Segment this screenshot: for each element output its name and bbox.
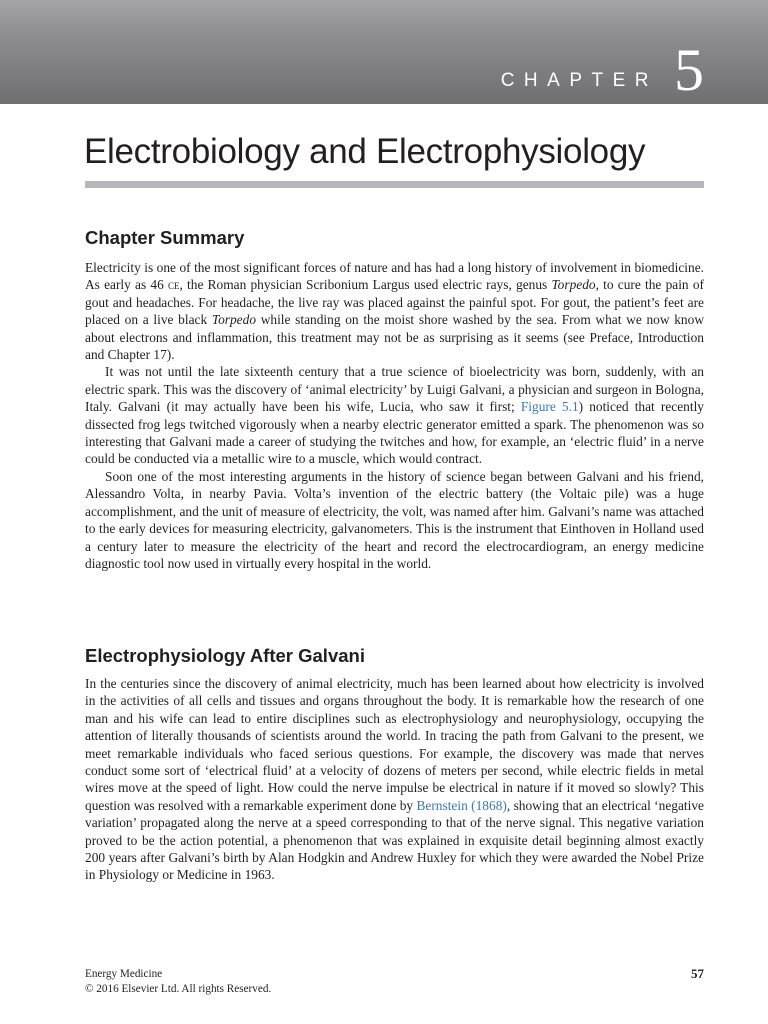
chapter-title: Electrobiology and Electrophysiology <box>84 132 646 171</box>
summary-body <box>85 259 704 572</box>
copyright-notice: © 2016 Elsevier Ltd. All rights Reserved. <box>85 983 272 995</box>
paragraph: It was not until the late sixteenth century that a true science of bioelectricity was born, suddenly, with an electric spark. This was the discovery of ‘animal electricity’ by Luigi Galvani, a physician and surgeon in Bologna, Italy. Galvani (it may actually have been his wife, Lucia, who saw it first; Figure 5.1) noticed that recently dissected frog legs twitched vigorously when a nearby electric generator emitted a spark. The phenomenon was so interesting that Galvani made a career of studying the twitches and how, for example, an ‘electric fluid’ in a nerve could be conducted via a metallic wire to a muscle, which would contract. <box>85 364 704 467</box>
section-heading-summary: Chapter Summary <box>85 227 245 248</box>
title-rule <box>85 181 704 188</box>
book-title: Energy Medicine <box>85 968 163 980</box>
chapter-label: CHAPTER <box>500 70 658 91</box>
paragraph: In the centuries since the discovery of animal electricity, much has been learned about how electricity is involved in the activities of all cells and tissues and organs throughout the body. It is remarkable how the research of one man and his wife can lead to entire disciplines such as electrophysiology and neurophysiology, occupying the attention of literally thousands of scientists around the world. In tracing the path from Galvani to the present, we meet remarkable individuals who faced serious questions. For example, the discovery was made that nerves conduct some sort of ‘electrical fluid’ at a velocity of dozens of meters per second, while electric fields in metal wires move at the speed of light. How could the nerve impulse be electrical in nature if it moved so slowly? This question was resolved with a remarkable experiment done by Bernstein (1868), showing that an electrical ‘negative variation’ propagated along the nerve at a speed corresponding to that of the nerve signal. This negative variation proved to be the action potential, a phenomenon that was explained in exquisite detail beginning almost exactly 200 years after Galvani’s birth by Alan Hodgkin and Andrew Huxley for which they were awarded the Nobel Prize in Physiology or Medicine in 1963. <box>85 676 704 883</box>
chapter-header-band <box>0 0 768 104</box>
figure-link[interactable]: Figure 5.1 <box>520 399 579 415</box>
genus-name: Torpedo <box>551 277 596 293</box>
page-number: 57 <box>691 966 704 981</box>
section-heading-after-galvani: Electrophysiology After Galvani <box>85 645 365 666</box>
chapter-number: 5 <box>674 37 704 103</box>
paragraph: Electricity is one of the most significant forces of nature and has had a long history of involvement in biomedicine. As early as 46 ce, the Roman physician Scribonium Largus used electric rays, genus Torpedo, to cure the pain of gout and headaches. For headache, the live ray was placed against the painful spot. For gout, the patient’s feet are placed on a live black Torpedo while standing on the moist shore washed by the sea. From what we now know about electrons and inflammation, this treatment may not be as surprising as it seems (see Preface, Introduction and Chapter 17). <box>85 260 704 363</box>
after-galvani-body <box>85 675 704 884</box>
paragraph: Soon one of the most interesting arguments in the history of science began between Galvani and his friend, Alessandro Volta, in nearby Pavia. Volta’s invention of the electric battery (the Voltaic pile) was a huge accomplishment, and the unit of measure of electricity, the volt, was named after him. Galvani’s name was attached to the early devices for measuring electricity, galvanometers. This is the instrument that Einthoven in Holland used a century later to measure the electricity of the heart and record the electrocardiogram, an energy medicine diagnostic tool now used in virtually every hospital in the world. <box>85 468 704 571</box>
footer-credits <box>85 967 271 997</box>
era-abbreviation: ce <box>167 277 180 293</box>
genus-name: Torpedo <box>211 312 257 328</box>
citation-link[interactable]: Bernstein (1868) <box>416 797 507 813</box>
